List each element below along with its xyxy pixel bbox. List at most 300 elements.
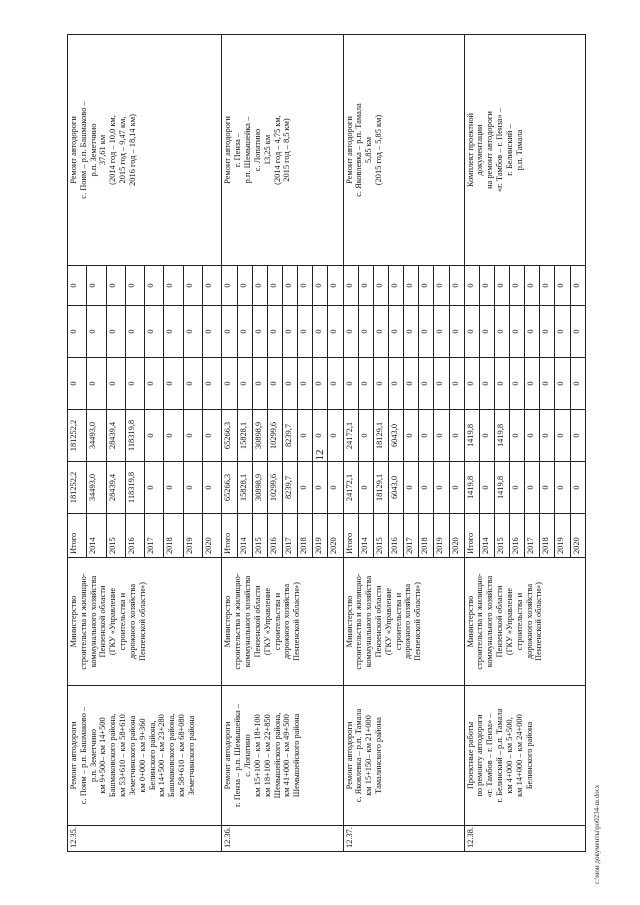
- local-budget-cell: 0: [555, 306, 570, 358]
- year-cell: 2014: [237, 514, 252, 558]
- activity-name-line: г. Пенза – р.п. Шемышейка –: [233, 704, 243, 807]
- regional-budget-cell: 0: [449, 410, 464, 462]
- total-cell: 0: [570, 462, 585, 514]
- total-cell: 0: [419, 462, 434, 514]
- local-budget-cell: 0: [164, 306, 183, 358]
- year-cell: 2019: [183, 514, 202, 558]
- regional-budget-cell: 0: [183, 410, 202, 462]
- year-cell: 2016: [267, 514, 282, 558]
- total-cell: 15828,1: [237, 462, 252, 514]
- expected-result-line: 2016 год – 18,14 км): [127, 114, 137, 186]
- total-cell: 0: [358, 462, 373, 514]
- expected-result-line: с. Яковлевка – р.п. Тамала: [354, 103, 364, 197]
- row-number: 12.37.: [343, 826, 464, 852]
- total-cell: 30898,9: [252, 462, 267, 514]
- other-sources-cell: 0: [183, 266, 202, 306]
- activity-name-line: Ремонт автодороги: [69, 721, 78, 790]
- federal-budget-cell: 0: [388, 358, 403, 410]
- responsible-executor: [222, 558, 343, 686]
- year-cell: 2017: [145, 514, 164, 558]
- local-budget-cell: 0: [87, 306, 106, 358]
- regional-budget-cell: 0: [164, 410, 183, 462]
- expected-result-line: р.п. Земетчино: [88, 123, 98, 177]
- federal-budget-cell: 0: [164, 358, 183, 410]
- activity-name-line: Ремонт автодороги: [223, 721, 233, 790]
- regional-budget-cell: 1419,8: [464, 410, 479, 462]
- total-cell: 1419,8: [464, 462, 479, 514]
- year-cell: 2017: [282, 514, 297, 558]
- activity-name-line: по ремонту автодороги: [475, 714, 485, 797]
- local-budget-cell: 0: [68, 306, 87, 358]
- regional-budget-cell: 181252,2: [68, 410, 87, 462]
- activity-name-line: Белинского района,: [147, 720, 157, 791]
- local-budget-cell: 0: [282, 306, 297, 358]
- document-sheet: [67, 35, 586, 852]
- other-sources-cell: 0: [282, 266, 297, 306]
- regional-budget-cell: 0: [358, 410, 373, 462]
- activity-name-line: Шемышейского района,: [272, 712, 282, 799]
- row-number: 12.36.: [222, 826, 343, 852]
- total-cell: 0: [540, 462, 555, 514]
- federal-budget-cell: 0: [494, 358, 509, 410]
- total-cell: 28439,4: [106, 462, 125, 514]
- table-row: [464, 35, 479, 852]
- activity-name-line: «г. Тамбов – г. Пенза» –: [485, 713, 495, 798]
- other-sources-cell: 0: [125, 266, 144, 306]
- expected-result-line: г. Белинский –: [504, 124, 514, 176]
- federal-budget-cell: 0: [282, 358, 297, 410]
- row-number: 12.38.: [464, 826, 585, 852]
- regional-budget-cell: 0: [145, 410, 164, 462]
- expected-result-line: (2014 год – 10,0 км,: [108, 115, 118, 185]
- total-cell: 18129,1: [373, 462, 388, 514]
- rotated-table-container: [67, 35, 586, 852]
- federal-budget-cell: 0: [373, 358, 388, 410]
- year-cell: 2015: [252, 514, 267, 558]
- total-cell: 65266,3: [222, 462, 237, 514]
- regional-budget-cell: 0: [510, 410, 525, 462]
- federal-budget-cell: 0: [479, 358, 494, 410]
- federal-budget-cell: 0: [313, 358, 328, 410]
- activity-name-line: км 15+100 – км 18+100: [252, 714, 262, 797]
- federal-budget-cell: 0: [222, 358, 237, 410]
- year-cell: 2018: [419, 514, 434, 558]
- responsible-executor-line: строительства и жилищно-: [475, 573, 485, 670]
- local-budget-cell: 0: [328, 306, 343, 358]
- other-sources-cell: 0: [237, 266, 252, 306]
- row-number: 12.35.: [68, 826, 222, 852]
- local-budget-cell: 0: [510, 306, 525, 358]
- footer-file-path: c:\мои документы\ро0234-ш.docx: [593, 784, 601, 884]
- other-sources-cell: 0: [358, 266, 373, 306]
- activity-name-line: км 53+610 – км 58+610: [118, 714, 128, 797]
- responsible-executor-line: строительства и жилищно-: [78, 573, 88, 670]
- year-cell: 2019: [313, 514, 328, 558]
- local-budget-cell: 0: [203, 306, 222, 358]
- total-cell: 0: [449, 462, 464, 514]
- other-sources-cell: 0: [222, 266, 237, 306]
- responsible-executor-line: коммунального хозяйства: [364, 575, 374, 668]
- other-sources-cell: 0: [328, 266, 343, 306]
- local-budget-cell: 0: [494, 306, 509, 358]
- federal-budget-cell: 0: [404, 358, 419, 410]
- responsible-executor-line: строительства и: [393, 592, 403, 651]
- regional-budget-cell: 1419,8: [494, 410, 509, 462]
- activity-name-line: км 9+500– км 14+500: [98, 717, 108, 794]
- local-budget-cell: 0: [449, 306, 464, 358]
- year-cell: 2017: [404, 514, 419, 558]
- responsible-executor-line: Пензенской области: [98, 585, 108, 658]
- other-sources-cell: 0: [494, 266, 509, 306]
- regional-budget-cell: 0: [555, 410, 570, 462]
- activity-name-line: с. Поим – р.п. Башмаково –: [78, 706, 88, 805]
- local-budget-cell: 0: [106, 306, 125, 358]
- other-sources-cell: 0: [267, 266, 282, 306]
- federal-budget-cell: 0: [343, 358, 358, 410]
- total-cell: 0: [525, 462, 540, 514]
- local-budget-cell: 0: [434, 306, 449, 358]
- responsible-executor-line: строительства и: [118, 592, 128, 651]
- total-cell: 24172,1: [343, 462, 358, 514]
- federal-budget-cell: 0: [540, 358, 555, 410]
- other-sources-cell: 0: [434, 266, 449, 306]
- responsible-executor-line: дорожного хозяйства: [282, 583, 292, 660]
- responsible-executor-line: Пензенской области: [252, 585, 262, 658]
- other-sources-cell: 0: [106, 266, 125, 306]
- responsible-executor-line: коммунального хозяйства: [88, 575, 98, 668]
- local-budget-cell: 0: [388, 306, 403, 358]
- expected-result: [464, 35, 585, 266]
- local-budget-cell: 0: [183, 306, 202, 358]
- total-cell: 1419,8: [494, 462, 509, 514]
- expected-result: [343, 35, 464, 266]
- regional-budget-cell: 118319,8: [125, 410, 144, 462]
- total-cell: 0: [183, 462, 202, 514]
- responsible-executor-line: Пензенской области»): [137, 582, 147, 661]
- other-sources-cell: 0: [68, 266, 87, 306]
- activity-name: [68, 686, 222, 826]
- regional-budget-cell: 0: [404, 410, 419, 462]
- federal-budget-cell: 0: [434, 358, 449, 410]
- year-cell: 2014: [358, 514, 373, 558]
- expected-result-line: г. Пенза –: [233, 132, 243, 168]
- local-budget-cell: 0: [125, 306, 144, 358]
- local-budget-cell: 0: [343, 306, 358, 358]
- table-row: [68, 35, 87, 852]
- local-budget-cell: 0: [404, 306, 419, 358]
- federal-budget-cell: 0: [203, 358, 222, 410]
- total-cell: 0: [479, 462, 494, 514]
- total-cell: 0: [164, 462, 183, 514]
- total-cell: 181252,2: [68, 462, 87, 514]
- total-cell: 0: [298, 462, 313, 514]
- year-cell: 2020: [203, 514, 222, 558]
- federal-budget-cell: 0: [106, 358, 125, 410]
- activity-name-line: км 15+150– км 21+000: [364, 715, 374, 796]
- responsible-executor-line: дорожного хозяйства: [403, 583, 413, 660]
- regional-budget-cell: 24172,1: [343, 410, 358, 462]
- year-cell: 2020: [449, 514, 464, 558]
- local-budget-cell: 0: [237, 306, 252, 358]
- other-sources-cell: 0: [525, 266, 540, 306]
- other-sources-cell: 0: [373, 266, 388, 306]
- total-cell: 0: [313, 462, 328, 514]
- activity-name: [464, 686, 585, 826]
- responsible-executor-line: строительства и жилищно-: [354, 573, 364, 670]
- federal-budget-cell: 0: [298, 358, 313, 410]
- activity-name-line: км 14+000 – км 24+000: [514, 714, 524, 797]
- regional-budget-cell: 30898,9: [252, 410, 267, 462]
- expected-result-line: «г. Тамбов – г. Пенза» –: [495, 108, 505, 192]
- federal-budget-cell: 0: [183, 358, 202, 410]
- total-cell: 0: [203, 462, 222, 514]
- other-sources-cell: 0: [252, 266, 267, 306]
- responsible-executor-line: Пензенской области»): [292, 582, 302, 661]
- activity-name-line: км 0+000 – км 9+360: [137, 718, 147, 793]
- activity-name-line: Проектные работы: [465, 721, 475, 790]
- regional-budget-cell: 6043,0: [388, 410, 403, 462]
- expected-result-line: Ремонт автодороги: [69, 116, 78, 184]
- year-cell: Итого: [68, 514, 87, 558]
- federal-budget-cell: 0: [125, 358, 144, 410]
- year-cell: 2014: [87, 514, 106, 558]
- expected-result: [68, 35, 222, 266]
- year-cell: 2015: [373, 514, 388, 558]
- other-sources-cell: 0: [479, 266, 494, 306]
- regional-budget-cell: 28439,4: [106, 410, 125, 462]
- year-cell: 2016: [388, 514, 403, 558]
- responsible-executor: [343, 558, 464, 686]
- regional-budget-cell: 34493,0: [87, 410, 106, 462]
- activity-name-line: Белинского района: [524, 721, 534, 790]
- local-budget-cell: 0: [540, 306, 555, 358]
- total-cell: 0: [328, 462, 343, 514]
- regional-budget-cell: 10299,6: [267, 410, 282, 462]
- total-cell: 0: [555, 462, 570, 514]
- responsible-executor-line: Пензенской области»): [534, 582, 544, 661]
- year-cell: Итого: [343, 514, 358, 558]
- federal-budget-cell: 0: [68, 358, 87, 410]
- expected-result: [222, 35, 343, 266]
- expected-result-line: (2014 год – 4,75 км,: [272, 115, 282, 185]
- regional-budget-cell: 65266,3: [222, 410, 237, 462]
- expected-result-line: Ремонт автодороги: [223, 116, 233, 184]
- expected-result-line: документации: [475, 124, 485, 176]
- responsible-executor: [68, 558, 222, 686]
- table-body: [68, 35, 586, 852]
- local-budget-cell: 0: [358, 306, 373, 358]
- regional-budget-cell: 8239,7: [282, 410, 297, 462]
- responsible-executor-line: Министерство: [223, 595, 233, 648]
- federal-budget-cell: 0: [419, 358, 434, 410]
- year-cell: 2019: [434, 514, 449, 558]
- federal-budget-cell: 0: [555, 358, 570, 410]
- other-sources-cell: 0: [555, 266, 570, 306]
- activity-name-line: Тамалинского района: [374, 717, 383, 794]
- other-sources-cell: 0: [404, 266, 419, 306]
- expected-result-line: 37,61 км: [98, 134, 108, 166]
- federal-budget-cell: 0: [328, 358, 343, 410]
- expected-result-line: 13,25 км: [262, 134, 272, 166]
- activity-name-line: км 58+610 – км 68+080: [177, 714, 187, 797]
- local-budget-cell: 0: [479, 306, 494, 358]
- other-sources-cell: 0: [464, 266, 479, 306]
- responsible-executor-line: Министерство: [465, 595, 475, 648]
- year-cell: 2014: [479, 514, 494, 558]
- table-row: [343, 35, 358, 852]
- regional-budget-cell: 0: [434, 410, 449, 462]
- activity-name-line: р.п. Земетчино: [88, 729, 98, 782]
- total-cell: 10299,6: [267, 462, 282, 514]
- federal-budget-cell: 0: [237, 358, 252, 410]
- local-budget-cell: 0: [252, 306, 267, 358]
- expected-result-line: 5,85 км: [364, 136, 374, 164]
- local-budget-cell: 0: [298, 306, 313, 358]
- total-cell: 8239,7: [282, 462, 297, 514]
- other-sources-cell: 0: [343, 266, 358, 306]
- federal-budget-cell: 0: [252, 358, 267, 410]
- federal-budget-cell: 0: [449, 358, 464, 410]
- total-cell: 0: [434, 462, 449, 514]
- responsible-executor: [464, 558, 585, 686]
- year-cell: 2018: [298, 514, 313, 558]
- local-budget-cell: 0: [222, 306, 237, 358]
- regional-budget-cell: 0: [525, 410, 540, 462]
- activity-name-line: с. Лопатино: [243, 734, 253, 777]
- other-sources-cell: 0: [298, 266, 313, 306]
- responsible-executor-line: коммунального хозяйства: [243, 575, 253, 668]
- local-budget-cell: 0: [373, 306, 388, 358]
- responsible-executor-line: (ГКУ «Управление: [262, 587, 272, 656]
- activity-name: [343, 686, 464, 826]
- year-cell: 2018: [540, 514, 555, 558]
- year-cell: 2020: [570, 514, 585, 558]
- total-cell: 34493,0: [87, 462, 106, 514]
- regional-budget-cell: 18129,1: [373, 410, 388, 462]
- local-budget-cell: 0: [267, 306, 282, 358]
- activity-name: [222, 686, 343, 826]
- regional-budget-cell: 0: [313, 410, 328, 462]
- activity-name-line: Земетчинского района: [127, 715, 137, 796]
- expected-result-line: Комплект проектной: [465, 112, 475, 188]
- year-cell: 2017: [525, 514, 540, 558]
- expected-result-line: 2015 год – 9,47 км,: [118, 116, 128, 184]
- responsible-executor-line: Пензенской области»): [413, 582, 423, 661]
- activity-name-line: с. Яковлевка – р.п. Тамала: [354, 708, 364, 803]
- total-cell: 6043,0: [388, 462, 403, 514]
- table-row: [222, 35, 237, 852]
- expected-result-line: (2015 год – 5,85 км): [374, 114, 383, 186]
- expected-result-line: 2015 год – 8,5 км): [282, 118, 292, 182]
- activity-name-line: Башмаковского района,: [108, 713, 118, 798]
- responsible-executor-line: дорожного хозяйства: [524, 583, 534, 660]
- regional-budget-cell: 0: [419, 410, 434, 462]
- regional-budget-cell: 0: [540, 410, 555, 462]
- activity-name-line: км 14+500 – км 23+280: [157, 714, 167, 797]
- federal-budget-cell: 0: [267, 358, 282, 410]
- activity-name-line: Башмаковского района,: [167, 713, 177, 798]
- other-sources-cell: 0: [388, 266, 403, 306]
- other-sources-cell: 0: [203, 266, 222, 306]
- page-number: 12: [314, 449, 326, 461]
- local-budget-cell: 0: [313, 306, 328, 358]
- other-sources-cell: 0: [164, 266, 183, 306]
- activity-name-line: Шемышейского района: [292, 713, 302, 798]
- regional-budget-cell: 15828,1: [237, 410, 252, 462]
- total-cell: 118319,8: [125, 462, 144, 514]
- responsible-executor-line: строительства и: [514, 592, 524, 651]
- other-sources-cell: 0: [570, 266, 585, 306]
- federal-budget-cell: 0: [87, 358, 106, 410]
- federal-budget-cell: 0: [525, 358, 540, 410]
- responsible-executor-line: (ГКУ «Управление: [504, 587, 514, 656]
- responsible-executor-line: Пензенской области: [495, 585, 505, 658]
- total-cell: 0: [510, 462, 525, 514]
- responsible-executor-line: строительства и жилищно-: [233, 573, 243, 670]
- local-budget-cell: 0: [464, 306, 479, 358]
- responsible-executor-line: Министерство: [344, 595, 354, 648]
- activity-name-line: км 18+100 – км 22+850: [262, 714, 272, 797]
- local-budget-cell: 0: [570, 306, 585, 358]
- regional-budget-cell: 0: [328, 410, 343, 462]
- total-cell: 0: [404, 462, 419, 514]
- expected-result-line: р.п. Шемышейка –: [243, 116, 253, 184]
- federal-budget-cell: 0: [570, 358, 585, 410]
- other-sources-cell: 0: [145, 266, 164, 306]
- expected-result-line: с. Лопатино: [252, 128, 262, 172]
- other-sources-cell: 0: [540, 266, 555, 306]
- regional-budget-cell: 0: [479, 410, 494, 462]
- local-budget-cell: 0: [145, 306, 164, 358]
- program-activities-table: [67, 34, 586, 852]
- activity-name-line: Ремонт автодороги: [344, 721, 354, 790]
- responsible-executor-line: Пензенской области: [374, 585, 383, 658]
- year-cell: 2020: [328, 514, 343, 558]
- expected-result-line: Ремонт автодороги: [344, 116, 354, 184]
- federal-budget-cell: 0: [510, 358, 525, 410]
- activity-name-line: г. Белинский – р.п. Тамала: [495, 708, 505, 803]
- federal-budget-cell: 0: [145, 358, 164, 410]
- responsible-executor-line: (ГКУ «Управление: [108, 587, 118, 656]
- year-cell: Итого: [222, 514, 237, 558]
- local-budget-cell: 0: [419, 306, 434, 358]
- regional-budget-cell: 0: [203, 410, 222, 462]
- federal-budget-cell: 0: [464, 358, 479, 410]
- local-budget-cell: 0: [525, 306, 540, 358]
- expected-result-line: на ремонт автодороги: [485, 111, 495, 189]
- total-cell: 0: [145, 462, 164, 514]
- responsible-executor-line: Министерство: [69, 595, 78, 648]
- other-sources-cell: 0: [87, 266, 106, 306]
- activity-name-line: км 4+000 – км 5+500,: [504, 717, 514, 794]
- year-cell: Итого: [464, 514, 479, 558]
- activity-name-line: Земетчинского района: [186, 715, 196, 796]
- federal-budget-cell: 0: [358, 358, 373, 410]
- regional-budget-cell: 0: [298, 410, 313, 462]
- responsible-executor-line: дорожного хозяйства: [127, 583, 137, 660]
- responsible-executor-line: коммунального хозяйства: [485, 575, 495, 668]
- activity-name-line: км 41+000 – км 49+500: [282, 714, 292, 797]
- expected-result-line: с. Поим – р.п. Башмаково –: [78, 101, 88, 199]
- year-cell: 2019: [555, 514, 570, 558]
- regional-budget-cell: 0: [570, 410, 585, 462]
- other-sources-cell: 0: [449, 266, 464, 306]
- year-cell: 2015: [494, 514, 509, 558]
- year-cell: 2016: [125, 514, 144, 558]
- other-sources-cell: 0: [510, 266, 525, 306]
- other-sources-cell: 0: [313, 266, 328, 306]
- year-cell: 2018: [164, 514, 183, 558]
